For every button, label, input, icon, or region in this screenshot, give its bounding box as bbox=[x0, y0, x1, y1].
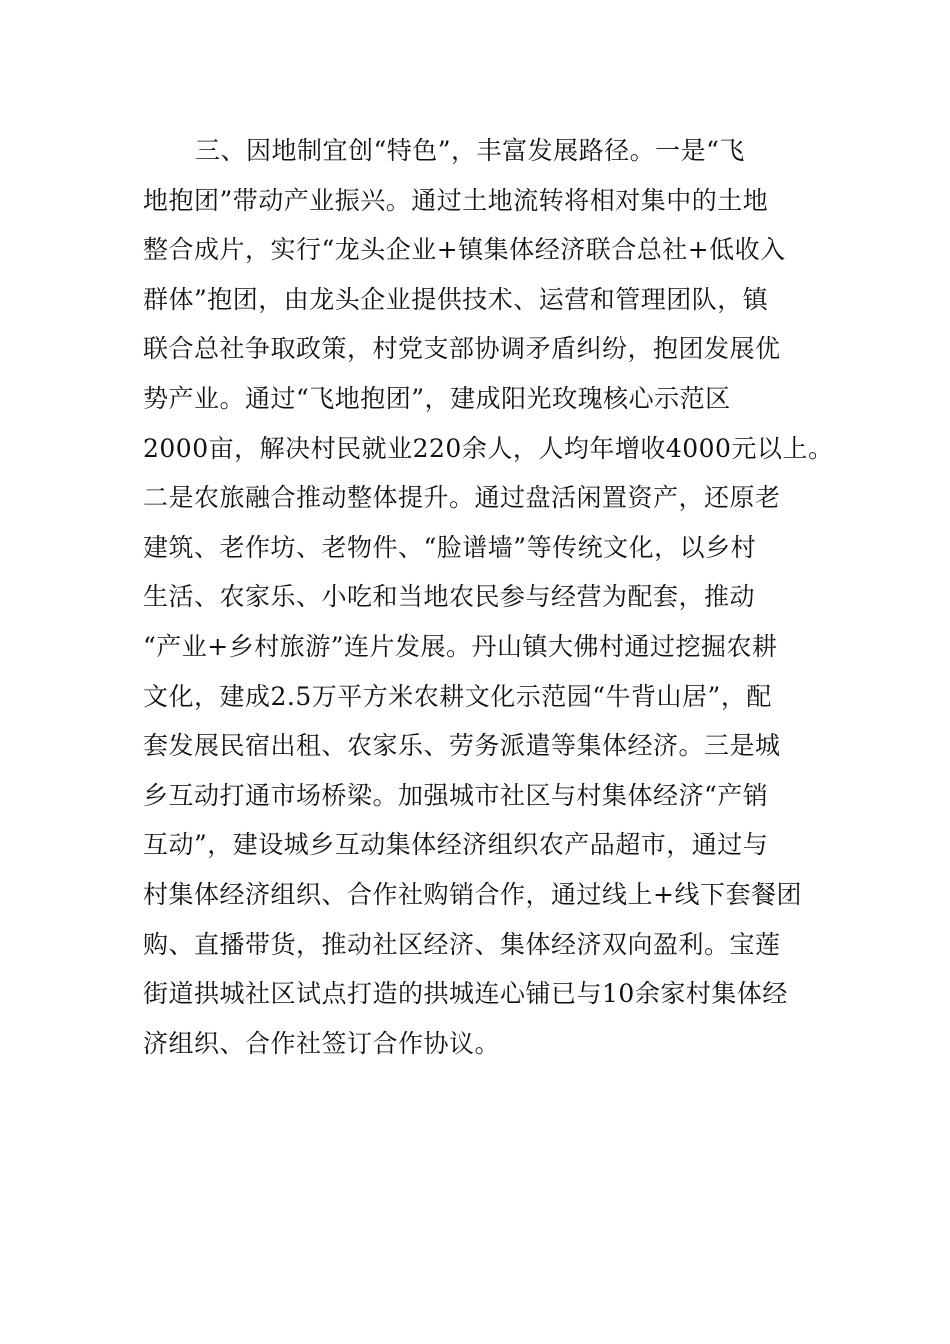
paragraph-line: 三、因地制宜创“特色”，丰富发展路径。一是“飞 bbox=[195, 136, 745, 165]
paragraph-line: 购、直播带货，推动社区经济、集体经济双向盈利。宝莲 bbox=[143, 929, 781, 959]
paragraph-line: 地抱团”带动产业振兴。通过土地流转将相对集中的土地 bbox=[143, 185, 769, 215]
paragraph-line: 联合总社争取政策，村党支部协调矛盾纠纷，抱团发展优 bbox=[143, 334, 781, 364]
paragraph bbox=[143, 126, 833, 1068]
paragraph-line: 街道拱城社区试点打造的拱城连心铺已与10余家村集体经 bbox=[143, 979, 788, 1009]
paragraph-line: 互动”，建设城乡互动集体经济组织农产品超市，通过与 bbox=[143, 830, 769, 860]
paragraph-line: 济组织、合作社签订合作协议。 bbox=[143, 1028, 501, 1058]
paragraph-line: 整合成片，实行“龙头企业+镇集体经济联合总社+低收入 bbox=[143, 235, 786, 265]
paragraph-line: 生活、农家乐、小吃和当地农民参与经营为配套，推动 bbox=[143, 582, 756, 612]
paragraph-line: 村集体经济组织、合作社购销合作，通过线上+线下套餐团 bbox=[143, 879, 802, 909]
paragraph-line: 二是农旅融合推动整体提升。通过盘活闲置资产，还原老 bbox=[143, 483, 781, 513]
paragraph-line: 势产业。通过“飞地抱团”，建成阳光玫瑰核心示范区 bbox=[143, 383, 731, 413]
paragraph-line: 2000亩，解决村民就业220余人，人均年增收4000元以上。 bbox=[143, 433, 834, 463]
paragraph-line: 乡互动打通市场桥梁。加强城市社区与村集体经济“产销 bbox=[143, 780, 769, 810]
paragraph-line: 文化，建成2.5万平方米农耕文化示范园“牛背山居”，配 bbox=[143, 681, 772, 711]
paragraph-line: 建筑、老作坊、老物件、“脸谱墙”等传统文化，以乡村 bbox=[143, 532, 757, 562]
paragraph-line: 群体”抱团，由龙头企业提供技术、运营和管理团队，镇 bbox=[143, 284, 769, 314]
paragraph-line: “产业+乡村旅游”连片发展。丹山镇大佛村通过挖掘农耕 bbox=[143, 631, 778, 661]
paragraph-line: 套发展民宿出租、农家乐、劳务派遣等集体经济。三是城 bbox=[143, 731, 781, 761]
